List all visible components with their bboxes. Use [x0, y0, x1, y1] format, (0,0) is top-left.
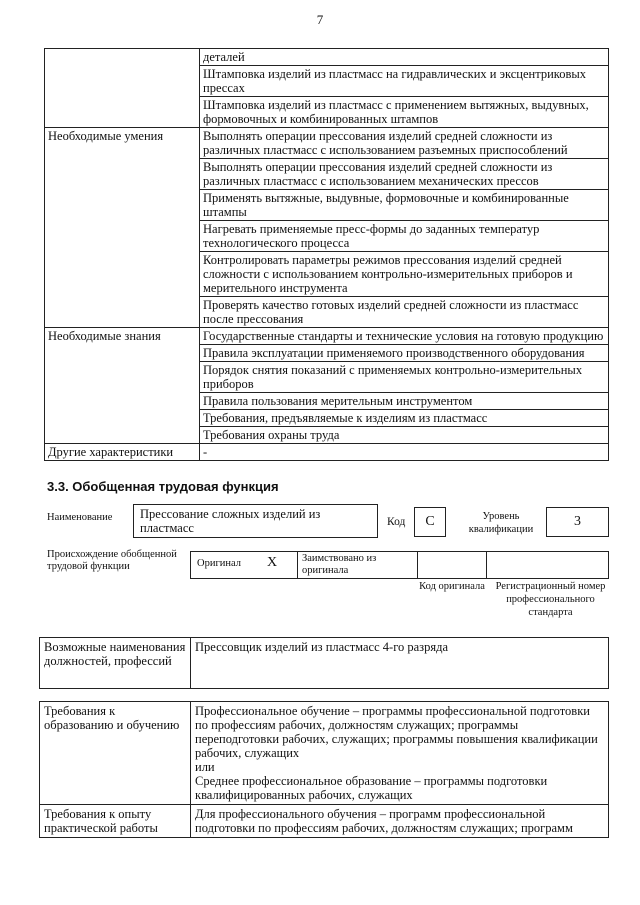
row-text: Правила эксплуатации применяемого производственного оборудования	[200, 345, 609, 362]
row-text: Контролировать параметры режимов прессования изделий средней сложности с использованием контрольно-измерительных приборов и мерительного инструмента	[200, 252, 609, 297]
row-text: Применять вытяжные, выдувные, формовочные и комбинированные штампы	[200, 190, 609, 221]
section-heading: 3.3. Обобщенная трудовая функция	[47, 479, 279, 494]
level-label: Уровень квалификации	[468, 511, 534, 535]
name-value-box	[133, 504, 378, 538]
origin-divider-2	[417, 551, 418, 579]
original-mark: X	[267, 555, 278, 570]
skills-knowledge-table	[44, 48, 609, 461]
requirement-line: Профессиональное обучение – программы профессиональной подготовки по профессиям рабочих, должностям служащих; программы переподготовки рабочих, служащих; программы повышения квалификации рабочих, служащих	[195, 704, 598, 760]
row-text: Государственные стандарты и технические условия на готовую продукцию	[200, 328, 609, 345]
row-text: Порядок снятия показаний с применяемых контрольно-измерительных приборов	[200, 362, 609, 393]
table-row	[40, 805, 609, 838]
table-row	[45, 49, 609, 66]
table-row	[45, 444, 609, 461]
row-label	[45, 49, 200, 128]
requirement-label: Требования к опыту практической работы	[40, 805, 191, 838]
positions-table	[39, 637, 609, 689]
page-number: 7	[316, 12, 324, 27]
row-text: деталей	[200, 49, 609, 66]
requirement-line: Для профессионального обучения – программ профессиональной подготовки по профессиям рабочих, должностям служащих; программ	[195, 807, 573, 835]
row-text: Штамповка изделий из пластмасс с применением вытяжных, выдувных, формовочных и комбинированных штампов	[200, 97, 609, 128]
table-row	[45, 128, 609, 159]
reg-number-caption: Регистрационный номер профессионального стандарта	[495, 581, 606, 618]
level-value-box	[546, 507, 609, 537]
original-label: Оригинал	[197, 558, 241, 569]
positions-label: Возможные наименования должностей, профессий	[40, 638, 191, 689]
name-value: Прессование сложных изделий из пластмасс	[140, 507, 321, 535]
requirement-label: Требования к образованию и обучению	[40, 702, 191, 805]
name-label: Наименование	[47, 512, 113, 523]
row-label: Необходимые умения	[45, 128, 200, 328]
level-value: 3	[574, 514, 581, 529]
row-label: Необходимые знания	[45, 328, 200, 444]
table-row	[40, 702, 609, 805]
requirement-value	[191, 702, 609, 805]
code-original-caption: Код оригинала	[419, 581, 485, 592]
row-text: Нагревать применяемые пресс-формы до заданных температур технологического процесса	[200, 221, 609, 252]
requirement-value	[191, 805, 609, 838]
requirements-table	[39, 701, 609, 838]
row-label: Другие характеристики	[45, 444, 200, 461]
row-text: Выполнять операции прессования изделий средней сложности из различных пластмасс с использованием разъемных приспособлений	[200, 128, 609, 159]
origin-label: Происхождение обобщенной трудовой функции	[47, 549, 177, 572]
requirement-line: Среднее профессиональное образование – программы подготовки квалифицированных рабочих, служащих	[195, 774, 548, 802]
table-row	[45, 328, 609, 345]
code-label: Код	[387, 516, 406, 528]
code-value-box	[414, 507, 446, 537]
row-text: Требования охраны труда	[200, 427, 609, 444]
row-text: Выполнять операции прессования изделий средней сложности из различных пластмасс с использованием механических прессов	[200, 159, 609, 190]
origin-divider-1	[297, 551, 298, 579]
positions-value: Прессовщик изделий из пластмасс 4-го разряда	[191, 638, 609, 689]
requirement-line: или	[195, 760, 215, 774]
row-text: Правила пользования мерительным инструментом	[200, 393, 609, 410]
row-text: Проверять качество готовых изделий средней сложности из пластмасс после прессования	[200, 297, 609, 328]
row-text: Требования, предъявляемые к изделиям из пластмасс	[200, 410, 609, 427]
row-text: Штамповка изделий из пластмасс на гидравлических и эксцентриковых прессах	[200, 66, 609, 97]
row-text: -	[200, 444, 609, 461]
origin-divider-3	[486, 551, 487, 579]
borrowed-label: Заимствовано из оригинала	[302, 553, 377, 576]
code-value: C	[425, 514, 435, 529]
